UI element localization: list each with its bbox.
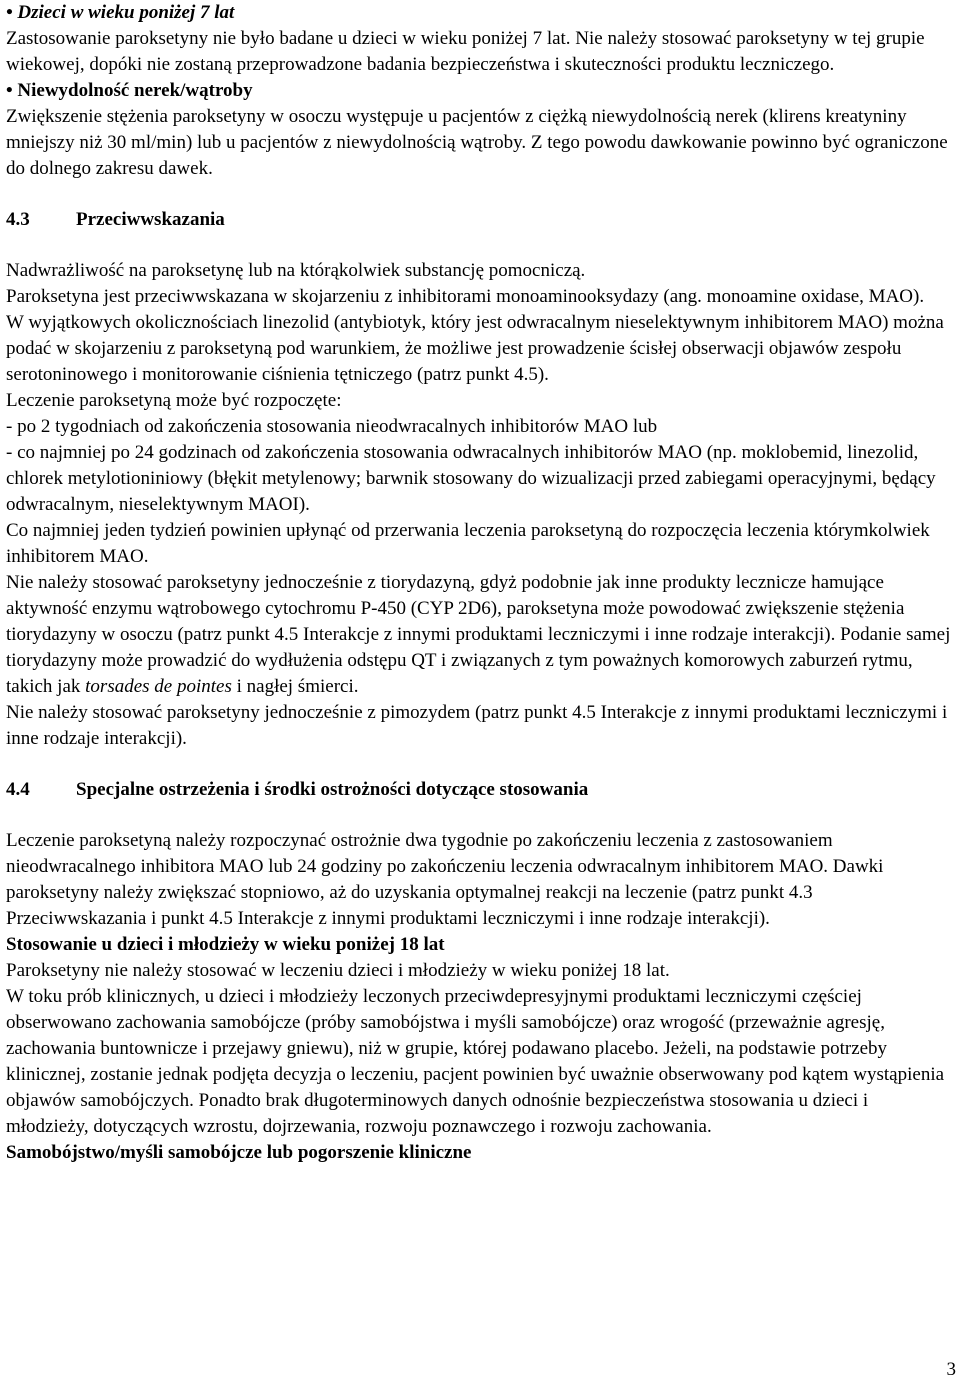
paragraph-pimozide: Nie należy stosować paroksetyny jednocześnie z pimozydem (patrz punkt 4.5 Interakcje z innymi produktami leczniczymi i inne rodzaje interakcji). [6,702,948,749]
section-heading-4-3 [6,207,954,233]
paragraph-treatment-start: Leczenie paroksetyną może być rozpoczęte: [6,390,342,411]
tioridazine-text-end: i nagłej śmierci. [231,676,359,697]
paragraph-clinical-trials: W toku prób klinicznych, u dzieci i młodzieży leczonych przeciwdepresyjnymi produktami leczniczymi częściej obserwowano zachowania samobójcze (próby samobójstwa i myśli samobójcze) oraz wrogość (przeważnie agresję, zachowania buntownicze i przejawy gniewu), niż w grupie, której podawano placebo. Jeżeli, na podstawie potrzeby klinicznej, zostanie jednak podjęta decyzja o leczeniu, pacjent powinien być uważnie obserwowany pod kątem wystąpienia objawów samobójczych. Ponadto brak długoterminowych danych odnośnie bezpieczeństwa stosowania u dzieci i młodzieży, dotyczących wzrostu, dojrzewania, rozwoju poznawczego i rozwoju zachowania. [6,986,945,1137]
section-title-4-3: Przeciwwskazania [76,209,225,230]
subheading-children-under-7: • Dzieci w wieku poniżej 7 lat [6,2,235,23]
paragraph-children-under-7: Zastosowanie paroksetyny nie było badane u dzieci w wieku poniżej 7 lat. Nie należy stosować paroksetyny w tej grupie wiekowej, dopóki nie zostaną przeprowadzone badania bezpieczeństwa i skuteczności produktu leczniczego. [6,28,925,75]
tioridazine-text: Nie należy stosować paroksetyny jednocześnie z tiorydazyną, gdyż podobnie jak inne produkty lecznicze hamujące aktywność enzymu wątrobowego cytochromu P-450 (CYP 2D6), paroksetyna może powodować zwiększenie stężenia tiorydazyny w osoczu (patrz punkt 4.5 Interakcje z innymi produktami leczniczymi i inne rodzaje interakcji). Podanie samej tiorydazyny może prowadzić do wydłużenia odstępu QT i związanych z tym poważnych komorowych zaburzeń rytmu, takich jak [6,572,951,697]
subheading-children-under-18: Stosowanie u dzieci i młodzieży w wieku poniżej 18 lat [6,934,445,955]
paragraph-linezolid: W wyjątkowych okolicznościach linezolid (antybiotyk, który jest odwracalnym nieselektywnym inhibitorem MAO) można podać w skojarzeniu z paroksetyną pod warunkiem, że możliwe jest prowadzenie ścisłej obserwacji objawów zespołu serotoninowego i monitorowanie ciśnienia tętniczego (patrz punkt 4.5). [6,312,944,385]
page-number: 3 [946,1359,956,1380]
list-item-reversible-maoi: - co najmniej po 24 godzinach od zakończenia stosowania odwracalnych inhibitorów MAO (np. moklobemid, linezolid, chlorek metylotioniniowy (błękit metylenowy; barwnik stosowany do wizualizacji przed zabiegami operacyjnymi, będący odwracalnym, nieselektywnym MAOI). [6,442,936,515]
paragraph-one-week: Co najmniej jeden tydzień powinien upłynąć od przerwania leczenia paroksetyną do rozpoczęcia leczenia którymkolwiek inhibitorem MAO. [6,520,930,567]
section-heading-4-4 [6,777,954,803]
paragraph-hypersensitivity: Nadwrażliwość na paroksetynę lub na którąkolwiek substancję pomocniczą. [6,260,586,281]
section-number-4-3: 4.3 [6,209,30,230]
document-page [6,0,954,1166]
list-item-irreversible-maoi: - po 2 tygodniach od zakończenia stosowania nieodwracalnych inhibitorów MAO lub [6,416,658,437]
paragraph-not-for-children: Paroksetyny nie należy stosować w leczeniu dzieci i młodzieży w wieku poniżej 18 lat. [6,960,670,981]
section-title-4-4: Specjalne ostrzeżenia i środki ostrożności dotyczące stosowania [76,779,589,800]
paragraph-maoi-caution: Leczenie paroksetyną należy rozpoczynać ostrożnie dwa tygodnie po zakończeniu leczenia z zastosowaniem nieodwracalnego inhibitora MAO lub 24 godziny po zakończeniu leczenia odwracalnym inhibitorem MAO. Dawki paroksetyny należy zwiększać stopniowo, aż do uzyskania optymalnej reakcji na leczenie (patrz punkt 4.3 Przeciwwskazania i punkt 4.5 Interakcje z innymi produktami leczniczymi i inne rodzaje interakcji). [6,830,884,929]
torsades-term: torsades de pointes [85,676,232,697]
paragraph-renal-hepatic: Zwiększenie stężenia paroksetyny w osoczu występuje u pacjentów z ciężką niewydolnością nerek (klirens kreatyniny mniejszy niż 30 ml/min) lub u pacjentów z niewydolnością wątroby. Z tego powodu dawkowanie powinno być ograniczone do dolnego zakresu dawek. [6,106,948,179]
subheading-renal-hepatic: • Niewydolność nerek/wątroby [6,80,253,101]
paragraph-tioridazine [6,570,954,700]
subheading-suicide: Samobójstwo/myśli samobójcze lub pogorszenie kliniczne [6,1142,472,1163]
section-number-4-4: 4.4 [6,779,30,800]
paragraph-maoi-contraindication: Paroksetyna jest przeciwwskazana w skojarzeniu z inhibitorami monoaminooksydazy (ang. monoamine oxidase, MAO). [6,286,925,307]
